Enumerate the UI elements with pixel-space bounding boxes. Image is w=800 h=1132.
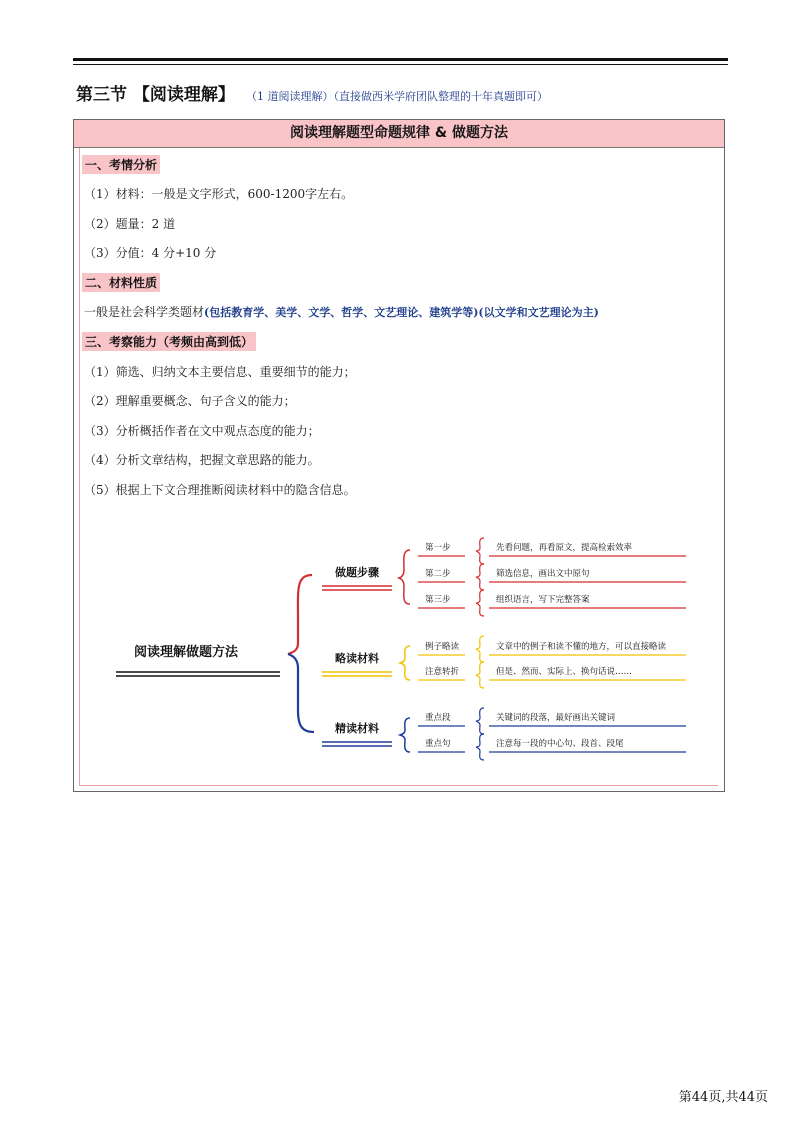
- skim-2-key: 注意转折: [425, 667, 460, 677]
- exam-item-2: （2）题量：2 道: [84, 217, 176, 231]
- material-prefix: 一般是社会科学类题材: [84, 305, 205, 319]
- header-rule-thick: [73, 58, 728, 61]
- section-note: （1 道阅读理解）（直接做西米学府团队整理的十年真题即可）: [246, 90, 549, 103]
- heading-abilities: 三、考察能力（考频由高到低）: [82, 332, 256, 351]
- step-2-value: 筛选信息，画出文中原句: [496, 569, 590, 579]
- exam-item-1: （1）材料：一般是文字形式，600-1200字左右。: [84, 187, 354, 201]
- intensive-1-value: 关键词的段落，最好画出关键词: [496, 713, 616, 723]
- branch-steps-label: 做题步骤: [335, 566, 379, 579]
- step-3-key: 第三步: [425, 595, 451, 605]
- box-title: 阅读理解题型命题规律 & 做题方法: [74, 120, 724, 148]
- section-title: 第三节 【阅读理解】: [76, 85, 235, 105]
- mindmap: [74, 120, 724, 780]
- material-detail: (包括教育学、美学、文学、哲学、文艺理论、建筑学等)(以文学和文艺理论为主): [204, 306, 599, 319]
- ability-item-2: （2）理解重要概念、句子含义的能力；: [84, 394, 296, 408]
- heading-material-nature: 二、材料性质: [82, 273, 160, 292]
- ability-item-1: （1）筛选、归纳文本主要信息、重要细节的能力；: [84, 365, 356, 379]
- ability-item-3: （3）分析概括作者在文中观点态度的能力；: [84, 424, 320, 438]
- step-1-key: 第一步: [425, 543, 451, 553]
- step-2-key: 第二步: [425, 569, 451, 579]
- exam-item-3: （3）分值：4 分+10 分: [84, 246, 217, 260]
- skim-1-value: 文章中的例子和读不懂的地方，可以直接略读: [496, 642, 667, 652]
- content-box: [73, 119, 725, 792]
- box-bottom-line: [80, 785, 718, 786]
- header-rule-thin: [73, 64, 728, 65]
- page-number: 第44页,共44页: [678, 1090, 768, 1105]
- intensive-1-key: 重点段: [425, 713, 451, 723]
- mindmap-root: 阅读理解做题方法: [134, 645, 239, 660]
- intensive-2-key: 重点句: [425, 739, 451, 749]
- intensive-2-value: 注意每一段的中心句、段首、段尾: [496, 739, 624, 749]
- ability-item-4: （4）分析文章结构，把握文章思路的能力。: [84, 453, 320, 467]
- step-3-value: 组织语言，写下完整答案: [496, 595, 590, 605]
- ability-item-5: （5）根据上下文合理推断阅读材料中的隐含信息。: [84, 483, 356, 497]
- skim-2-value: 但是、然而、实际上、换句话说……: [496, 667, 633, 677]
- section-heading: [76, 80, 548, 105]
- branch-skim-label: 略读材料: [335, 652, 379, 665]
- step-1-value: 先看问题，再看原文，提高检索效率: [496, 543, 633, 553]
- branch-intensive-label: 精读材料: [335, 722, 379, 735]
- heading-exam-analysis: 一、考情分析: [82, 155, 160, 174]
- skim-1-key: 例子略读: [425, 642, 460, 652]
